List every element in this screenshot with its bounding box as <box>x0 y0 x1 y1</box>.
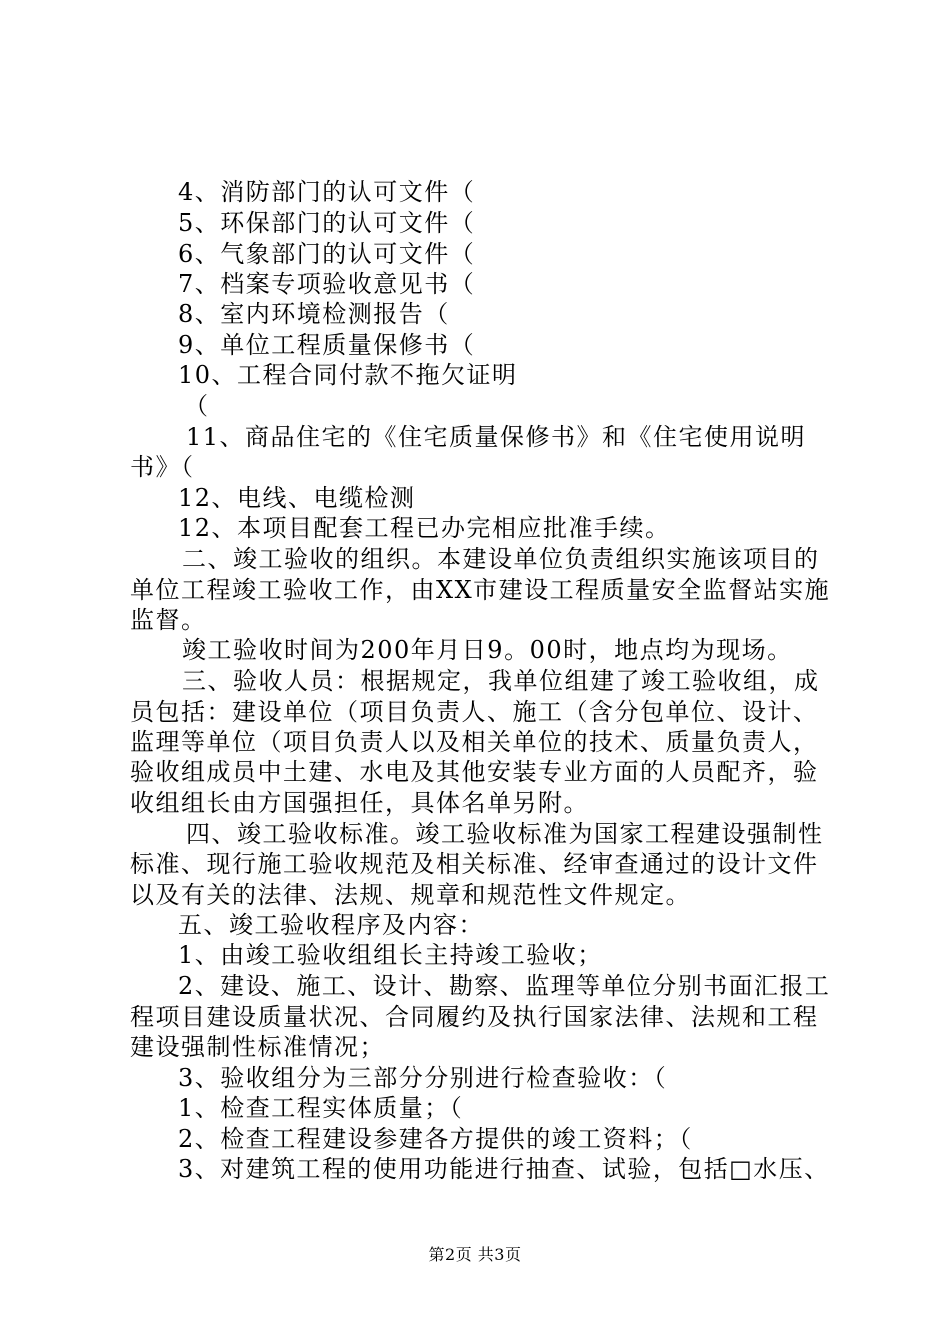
text-line: 10、工程合同付款不拖欠证明 <box>178 361 518 389</box>
text-line: 6、气象部门的认可文件（ <box>178 240 476 268</box>
text-line: 11、商品住宅的《住宅质量保修书》和《住宅使用说明 <box>186 423 807 451</box>
text-line: 书》（ <box>130 453 195 481</box>
page-number-footer: 第2页 共3页 <box>428 1245 522 1264</box>
text-line: 1、检查工程实体质量；（ <box>178 1094 464 1122</box>
text-line: 2、建设、施工、设计、勘察、监理等单位分别书面汇报工 <box>178 972 831 1000</box>
text-line: 三、验收人员：根据规定，我单位组建了竣工验收组，成 <box>182 667 820 695</box>
text-line: 验收组成员中土建、水电及其他安装专业方面的人员配齐，验 <box>130 758 819 786</box>
text-line: （ <box>184 392 210 420</box>
text-line: 9、单位工程质量保修书（ <box>178 331 476 359</box>
text-line: 3、验收组分为三部分分别进行检查验收：（ <box>178 1064 668 1092</box>
text-line: 程项目建设质量状况、合同履约及执行国家法律、法规和工程 <box>130 1003 819 1031</box>
text-line: 单位工程竣工验收工作，由XX市建设工程质量安全监督站实施 <box>130 576 831 604</box>
text-line: 员包括：建设单位（项目负责人、施工（含分包单位、设计、 <box>130 698 819 726</box>
text-line: 以及有关的法律、法规、规章和规范性文件规定。 <box>130 881 691 909</box>
text-line: 5、环保部门的认可文件（ <box>178 209 476 237</box>
text-line: 收组组长由方国强担任，具体名单另附。 <box>130 789 589 817</box>
text-line: 四、竣工验收标准。竣工验收标准为国家工程建设强制性 <box>186 820 824 848</box>
text-line: 建设强制性标准情况； <box>130 1033 385 1061</box>
text-line: 12、电线、电缆检测 <box>178 484 416 512</box>
text-line: 标准、现行施工验收规范及相关标准、经审查通过的设计文件 <box>130 850 819 878</box>
text-line: 7、档案专项验收意见书（ <box>178 270 476 298</box>
text-line: 二、竣工验收的组织。本建设单位负责组织实施该项目的 <box>182 545 820 573</box>
text-line: 监督。 <box>130 606 207 634</box>
text-line: 竣工验收时间为200年月日9。00时，地点均为现场。 <box>182 636 793 664</box>
text-line: 1、由竣工验收组组长主持竣工验收； <box>178 941 603 969</box>
text-line: 3、对建筑工程的使用功能进行抽查、试验，包括□水压、 <box>178 1155 830 1183</box>
text-line: 12、本项目配套工程已办完相应批准手续。 <box>178 514 671 542</box>
text-line: 五、竣工验收程序及内容： <box>178 911 484 939</box>
text-line: 监理等单位（项目负责人以及相关单位的技术、质量负责人， <box>130 728 819 756</box>
text-line: 2、检查工程建设参建各方提供的竣工资料；（ <box>178 1125 693 1153</box>
text-line: 8、室内环境检测报告（ <box>178 300 450 328</box>
text-line: 4、消防部门的认可文件（ <box>178 178 476 206</box>
